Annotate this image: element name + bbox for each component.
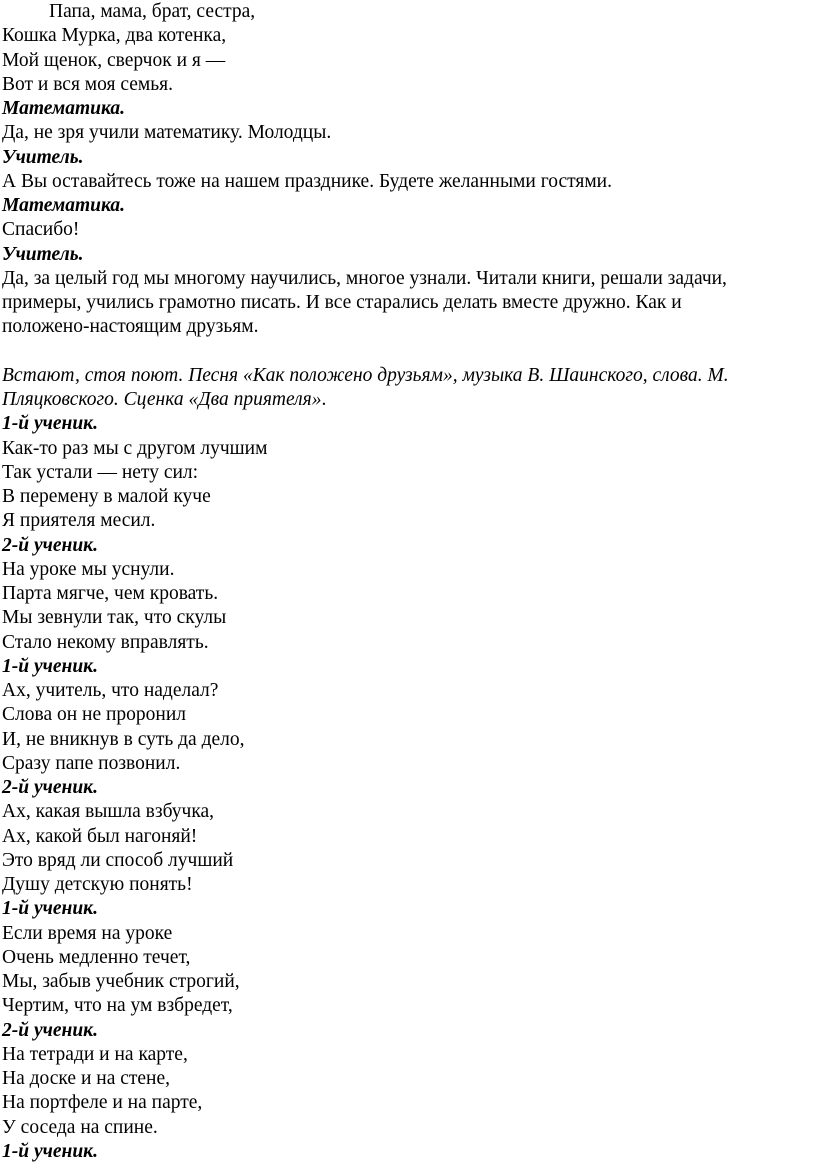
document-page [2,0,802,1164]
verse-line: Душу детскую понять! [2,874,193,895]
verse-line: В перемену в малой куче [2,486,211,507]
scene-two-friends [2,412,802,1164]
speaker-name: 1-й ученик. [2,898,98,920]
verse-line: Ах, какая вышла взбучка, [2,801,215,823]
verse-line: Мы зевнули так, что скулы [2,607,227,629]
teacher-speech [2,243,802,340]
verse-line: На доске и на стене, [2,1068,171,1089]
verse-line: Очень медленно течет, [2,946,191,968]
speaker-name: Учитель. [2,243,84,265]
speaker-name: 1-й ученик. [2,1140,98,1162]
verse-line: На тетради и на карте, [2,1043,188,1065]
verse-line: Чертим, что на ум взбредет, [2,995,233,1017]
speaker-name: Математика. [2,98,126,119]
speaker-name: Учитель. [2,146,84,168]
verse-line: Ах, учитель, что наделал? [2,680,219,701]
dialogue-block [2,97,802,243]
verse-line: Как-то раз мы с другом лучшим [2,437,268,459]
stage-direction-line: Встают, стоя поют. Песня «Как положено друзьям», музыка В. Шаинского, слова. М. [2,364,729,386]
verse-line: И, не вникнув в суть да дело, [2,728,245,750]
dialogue-text: Да, не зря учили математику. Молодцы. [2,122,332,144]
verse-line: Если время на уроке [2,922,173,944]
speech-line: Да, за целый год мы многому научились, многое узнали. Читали книги, решали задачи, [2,267,727,289]
dialogue-text: Спасибо! [2,219,80,241]
speaker-name: 2-й ученик. [2,1019,98,1041]
poem-line: Мой щенок, сверчок и я — [2,49,226,71]
speaker-name: 1-й ученик. [2,655,98,677]
verse-line: У соседа на спине. [2,1116,158,1138]
intro-poem [2,0,802,97]
paragraph-gap [2,340,802,364]
speech-line: примеры, учились грамотно писать. И все старались делать вместе дружно. Как и [2,292,682,313]
verse-line: Сразу папе позвонил. [2,752,181,774]
stage-direction-text: Пляцковского. Сценка «Два приятеля» [2,389,322,410]
stage-direction [2,364,802,413]
poem-line: Вот и вся моя семья. [2,73,173,95]
verse-line: Слова он не проронил [2,704,187,726]
verse-line: Мы, забыв учебник строгий, [2,971,240,992]
verse-line: На портфеле и на парте, [2,1092,203,1114]
speech-line: положено-настоящим друзьям. [2,316,259,338]
verse-line: Я приятеля месил. [2,510,156,532]
speaker-name: Математика. [2,195,126,216]
verse-line: На уроке мы уснули. [2,558,175,580]
poem-line: Папа, мама, брат, сестра, [49,1,256,22]
verse-line: Так устали — нету сил: [2,461,199,483]
stage-direction-line [2,388,802,412]
poem-line: Кошка Мурка, два котенка, [2,25,227,47]
verse-line: Ах, какой был нагоняй! [2,825,198,847]
dialogue-text: А Вы оставайтесь тоже на нашем празднике. Будете желанными гостями. [2,170,612,192]
speaker-name: 2-й ученик. [2,777,98,798]
verse-line: Парта мягче, чем кровать. [2,583,219,604]
verse-line: Стало некому вправлять. [2,631,209,653]
speaker-name: 1-й ученик. [2,413,98,435]
speaker-name: 2-й ученик. [2,534,98,556]
stage-direction-period: . [321,389,327,410]
verse-line: Это вряд ли способ лучший [2,849,234,871]
